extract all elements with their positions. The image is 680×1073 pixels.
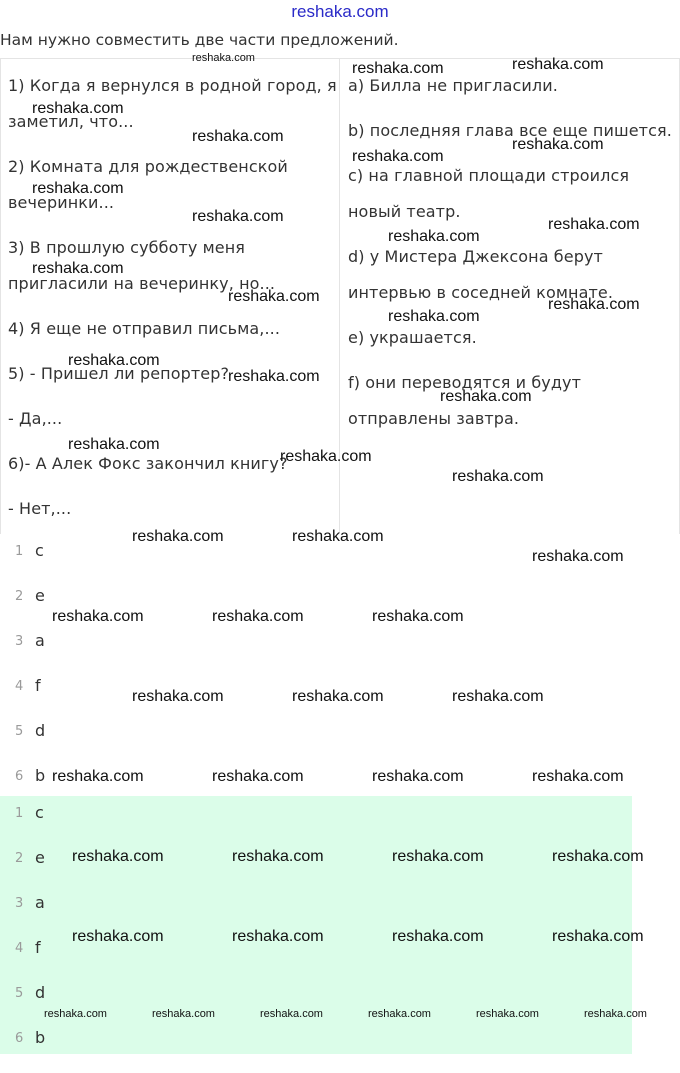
left-item-5-question: 5) - Пришел ли репортер? <box>8 364 230 383</box>
right-item-f-line-1: f) они переводятся и будут <box>348 373 582 392</box>
answer-number: 6 <box>15 1031 24 1046</box>
watermark: reshaka.com <box>532 768 624 785</box>
watermark: reshaka.com <box>132 528 224 545</box>
watermark: reshaka.com <box>392 928 484 945</box>
watermark: reshaka.com <box>212 768 304 785</box>
answer-letter: d <box>35 983 46 1002</box>
answer-number: 6 <box>15 769 24 784</box>
answer-row <box>0 721 600 766</box>
watermark: reshaka.com <box>72 928 164 945</box>
watermark: reshaka.com <box>552 928 644 945</box>
watermark: reshaka.com <box>192 128 284 145</box>
answer-row <box>0 803 600 848</box>
left-item-6-question: 6)- А Алек Фокс закончил книгу? <box>8 454 288 473</box>
left-item-3-line-2: пригласили на вечеринку, но... <box>8 274 276 293</box>
answer-number: 2 <box>15 851 24 866</box>
answer-row <box>0 1028 600 1073</box>
watermark: reshaka.com <box>32 100 124 117</box>
watermark: reshaka.com <box>512 56 604 73</box>
watermark: reshaka.com <box>392 848 484 865</box>
left-item-3-line-1: 3) В прошлую субботу меня <box>8 238 246 257</box>
watermark: reshaka.com <box>368 1008 431 1020</box>
watermark: reshaka.com <box>132 688 224 705</box>
answer-number: 5 <box>15 986 24 1001</box>
watermark: reshaka.com <box>260 1008 323 1020</box>
watermark: reshaka.com <box>52 768 144 785</box>
watermark: reshaka.com <box>292 528 384 545</box>
watermark: reshaka.com <box>388 308 480 325</box>
watermark: reshaka.com <box>68 352 160 369</box>
answer-number: 1 <box>15 806 24 821</box>
right-item-d-line-2: интервью в соседней комнате. <box>348 283 614 302</box>
right-item-c-line-1: c) на главной площади строился <box>348 166 630 185</box>
watermark: reshaka.com <box>44 1008 107 1020</box>
left-item-6-answer: - Нет,... <box>8 499 72 518</box>
watermark: reshaka.com <box>228 288 320 305</box>
answer-row <box>0 983 600 1028</box>
left-item-4: 4) Я еще не отправил письма,... <box>8 319 281 338</box>
answer-letter: b <box>35 1028 46 1047</box>
watermark: reshaka.com <box>68 436 160 453</box>
left-item-1-line-1: 1) Когда я вернулся в родной город, я <box>8 76 337 95</box>
task-intro: Нам нужно совместить две части предложений. <box>0 31 399 49</box>
answer-row <box>0 631 600 676</box>
watermark: reshaka.com <box>32 260 124 277</box>
answer-letter: a <box>35 631 45 650</box>
answer-number: 5 <box>15 724 24 739</box>
answer-letter: d <box>35 721 46 740</box>
watermark: reshaka.com <box>72 848 164 865</box>
watermark: reshaka.com <box>532 548 624 565</box>
answer-letter: e <box>35 848 45 867</box>
answer-number: 1 <box>15 544 24 559</box>
right-item-a: a) Билла не пригласили. <box>348 76 558 95</box>
watermark: reshaka.com <box>192 52 255 64</box>
answer-letter: f <box>35 938 41 957</box>
watermark: reshaka.com <box>352 60 444 77</box>
watermark: reshaka.com <box>548 296 640 313</box>
answer-number: 3 <box>15 896 24 911</box>
watermark: reshaka.com <box>32 180 124 197</box>
watermark: reshaka.com <box>388 228 480 245</box>
right-item-b: b) последняя глава все еще пишется. <box>348 121 672 140</box>
watermark: reshaka.com <box>584 1008 647 1020</box>
answers-list <box>0 534 680 796</box>
watermark: reshaka.com <box>232 928 324 945</box>
left-item-2-line-2: вечеринки... <box>8 193 115 212</box>
answer-letter: a <box>35 893 45 912</box>
table-border-left <box>0 58 1 534</box>
watermark: reshaka.com <box>512 136 604 153</box>
answer-number: 3 <box>15 634 24 649</box>
answer-letter: e <box>35 586 45 605</box>
watermark: reshaka.com <box>440 388 532 405</box>
answer-letter: c <box>35 541 44 560</box>
watermark: reshaka.com <box>212 608 304 625</box>
watermark: reshaka.com <box>452 468 544 485</box>
watermark: reshaka.com <box>232 848 324 865</box>
watermark: reshaka.com <box>372 608 464 625</box>
watermark: reshaka.com <box>280 448 372 465</box>
answer-number: 2 <box>15 589 24 604</box>
watermark: reshaka.com <box>228 368 320 385</box>
watermark: reshaka.com <box>452 688 544 705</box>
right-item-f-line-2: отправлены завтра. <box>348 409 520 428</box>
answer-letter: f <box>35 676 41 695</box>
answer-row <box>0 541 600 586</box>
right-item-e: e) украшается. <box>348 328 477 347</box>
left-item-5-answer: - Да,... <box>8 409 63 428</box>
watermark: reshaka.com <box>372 768 464 785</box>
watermark: reshaka.com <box>192 208 284 225</box>
watermark: reshaka.com <box>352 148 444 165</box>
right-item-c-line-2: новый театр. <box>348 202 461 221</box>
answer-letter: c <box>35 803 44 822</box>
watermark: reshaka.com <box>552 848 644 865</box>
answer-letter: b <box>35 766 46 785</box>
site-header-link[interactable]: reshaka.com <box>291 2 389 21</box>
left-item-2-line-1: 2) Комната для рождественской <box>8 157 288 176</box>
right-item-d-line-1: d) у Мистера Джексона берут <box>348 247 603 266</box>
watermark: reshaka.com <box>476 1008 539 1020</box>
watermark: reshaka.com <box>152 1008 215 1020</box>
watermark: reshaka.com <box>52 608 144 625</box>
left-item-1-line-2: заметил, что... <box>8 112 134 131</box>
answer-number: 4 <box>15 941 24 956</box>
answer-number: 4 <box>15 679 24 694</box>
watermark: reshaka.com <box>292 688 384 705</box>
watermark: reshaka.com <box>548 216 640 233</box>
